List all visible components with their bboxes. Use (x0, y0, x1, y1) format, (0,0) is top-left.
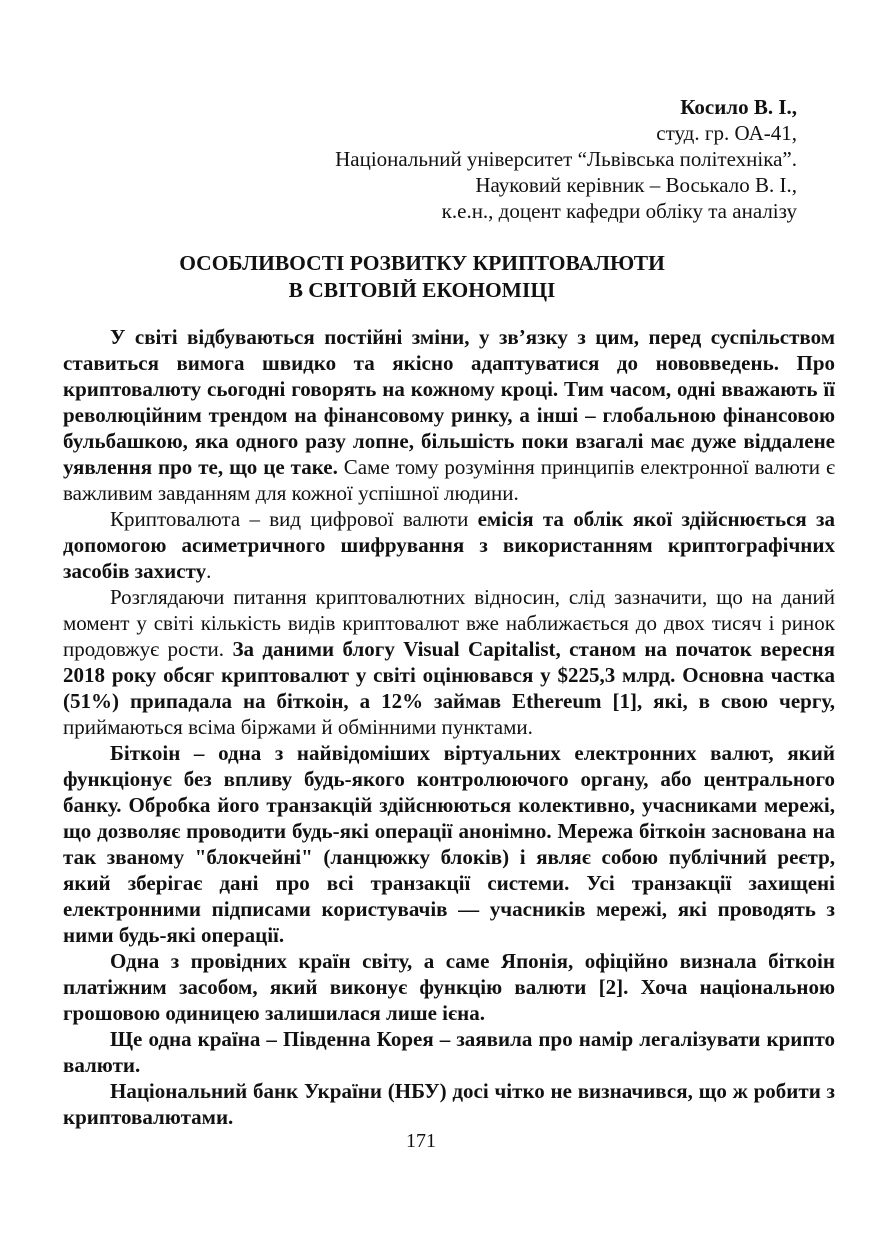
paragraph-1 (63, 324, 835, 506)
text-run: Одна з провідних країн світу, а саме Японія, офіційно визнала біткоін платіжним засобом, який виконує функцію валюти [2]. Хоча національною грошовою одиницею залишилася лише ієна. (63, 949, 835, 1025)
author-university-line: Національний університет “Львівська політехніка”. (335, 147, 797, 171)
text-run: Криптовалюта – вид цифрової валюти (110, 507, 478, 531)
paragraph-6 (63, 1026, 835, 1078)
supervisor-line: Науковий керівник – Воськало В. І., (475, 173, 797, 197)
title-line-2: В СВІТОВІЙ ЕКОНОМІЦІ (288, 278, 556, 302)
text-run: Ще одна країна – Південна Корея – заявила про намір легалізувати крипто валюти. (63, 1027, 835, 1077)
article-body (63, 324, 835, 1130)
paragraph-4 (63, 740, 835, 948)
text-run: Розглядаючи питання криптовалютних відносин, слід зазначити, що на даний момент у світі кількість видів криптовалют вже наближається до двох тисяч і ринок продовжує рости. (63, 585, 835, 661)
author-block (63, 94, 835, 224)
text-run: . (206, 559, 212, 583)
page-content (63, 0, 835, 1130)
text-run: Національний банк України (НБУ) досі чітко не визначився, що ж робити з криптовалютами. (63, 1079, 835, 1129)
text-run: Біткоін – одна з найвідоміших віртуальних електронних валют, який функціонує без впливу будь-якого контролюючого органу, або центрального банку. Обробка його транзакцій здійснюються колективно, учасниками мережі, що дозволяє проводити будь-які операції анонімно. Мережа біткоін заснована на так званому "блокчейні" (ланцюжку блоків) і являє собою публічний реєтр, який зберігає дані про всі транзакції системи. Усі транзакції захищені електронними підписами користувачів — учасників мережі, які проводять з ними будь-які операції. (63, 741, 835, 947)
text-run: Саме тому розуміння принципів електронної валюти є важливим завданням для кожної успішної людини. (63, 455, 835, 505)
text-run: За даними блогу Visual Capitalist, станом на початок вересня 2018 року обсяг криптовалют у світі оцінювався у $225,3 млрд. Основна частка (51%) припадала на біткоін, а 12% займав Ethereum [1], які, в свою чергу, (63, 637, 836, 713)
author-name: Косило В. І., (680, 95, 797, 119)
text-run: приймаються всіма біржами й обмінними пунктами. (63, 715, 533, 739)
page-number: 171 (406, 1130, 436, 1152)
paragraph-3 (63, 584, 835, 740)
text-run: емісія та облік якої здійснюється за допомогою асиметричного шифрування з використанням криптографічних засобів захисту (63, 507, 835, 583)
paragraph-2 (63, 506, 835, 584)
paragraph-5 (63, 948, 835, 1026)
supervisor-degree-line: к.е.н., доцент кафедри обліку та аналізу (441, 199, 797, 223)
article-title (63, 250, 835, 304)
title-line-1: ОСОБЛИВОСТІ РОЗВИТКУ КРИПТОВАЛЮТИ (179, 251, 665, 275)
text-run: У світі відбуваються постійні зміни, у зв’язку з цим, перед суспільством ставиться вимога швидко та якісно адаптуватися до нововведень. Про криптовалюту сьогодні говорять на кожному кроці. Тим часом, одні вважають її революційним трендом на фінансовому ринку, а інші – глобальною фінансовою бульбашкою, яка одного разу лопне, більшість поки взагалі має дуже віддалене уявлення про те, що це таке. (63, 325, 835, 479)
paragraph-7 (63, 1078, 835, 1130)
author-group-line: студ. гр. ОА-41, (656, 121, 797, 145)
